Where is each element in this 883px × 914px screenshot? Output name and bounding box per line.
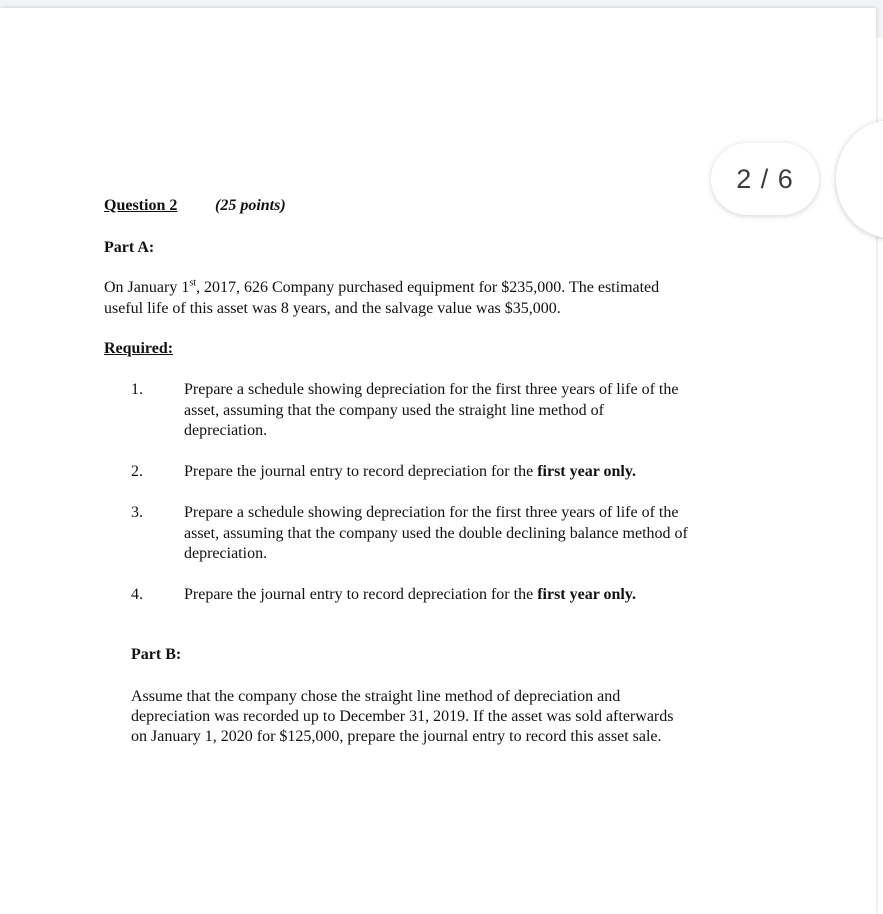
- required-heading: Required:: [104, 340, 174, 357]
- item-2-text: [184, 462, 784, 483]
- part-a-line-1-start: On January 1: [104, 279, 190, 296]
- item-2-text-start: Prepare the journal entry to record depreciation for the: [184, 463, 538, 480]
- part-b-line-3: on January 1, 2020 for $125,000, prepare the journal entry to record this asset sale.: [131, 728, 662, 745]
- item-4-text: [184, 585, 784, 606]
- item-3-line-3: depreciation.: [184, 545, 268, 562]
- part-a-line-1-end: , 2017, 626 Company purchased equipment for $235,000. The estimated: [195, 279, 660, 296]
- item-1-line-2: asset, assuming that the company used the straight line method of: [184, 401, 604, 419]
- item-2-text-emphasis: first year only.: [537, 463, 636, 480]
- part-b-line-2: depreciation was recorded up to December 31, 2019. If the asset was sold afterwards: [131, 708, 674, 725]
- item-4-number: 4.: [131, 586, 143, 603]
- item-3-line-2: asset, assuming that the company used the double declining balance method of: [184, 524, 688, 542]
- item-2-number: 2.: [131, 463, 143, 480]
- page-indicator: 2 / 6: [711, 143, 819, 215]
- part-b-line-1: Assume that the company chose the straight line method of depreciation and: [131, 688, 621, 705]
- item-1-line-1: Prepare a schedule showing depreciation for the first three years of life of the: [184, 381, 679, 398]
- item-1-text: [184, 380, 784, 442]
- item-3-line-1: Prepare a schedule showing depreciation for the first three years of life of the: [184, 504, 679, 521]
- item-3-number: 3.: [131, 504, 143, 521]
- item-3-text: [184, 503, 784, 565]
- item-1-number: 1.: [131, 381, 143, 398]
- part-b-heading: Part B:: [131, 646, 182, 663]
- part-a-line-1-superscript: st: [189, 277, 196, 289]
- item-4-text-emphasis: first year only.: [537, 586, 636, 603]
- part-a-heading: Part A:: [104, 239, 155, 256]
- item-4-text-start: Prepare the journal entry to record depreciation for the: [184, 586, 538, 603]
- part-a-paragraph-line-2: useful life of this asset was 8 years, and the salvage value was $35,000.: [104, 300, 561, 317]
- part-a-paragraph-line-1: [104, 278, 659, 299]
- question-title: Question 2: [104, 197, 178, 214]
- item-1-line-3: depreciation.: [184, 422, 268, 439]
- question-points: (25 points): [215, 197, 286, 214]
